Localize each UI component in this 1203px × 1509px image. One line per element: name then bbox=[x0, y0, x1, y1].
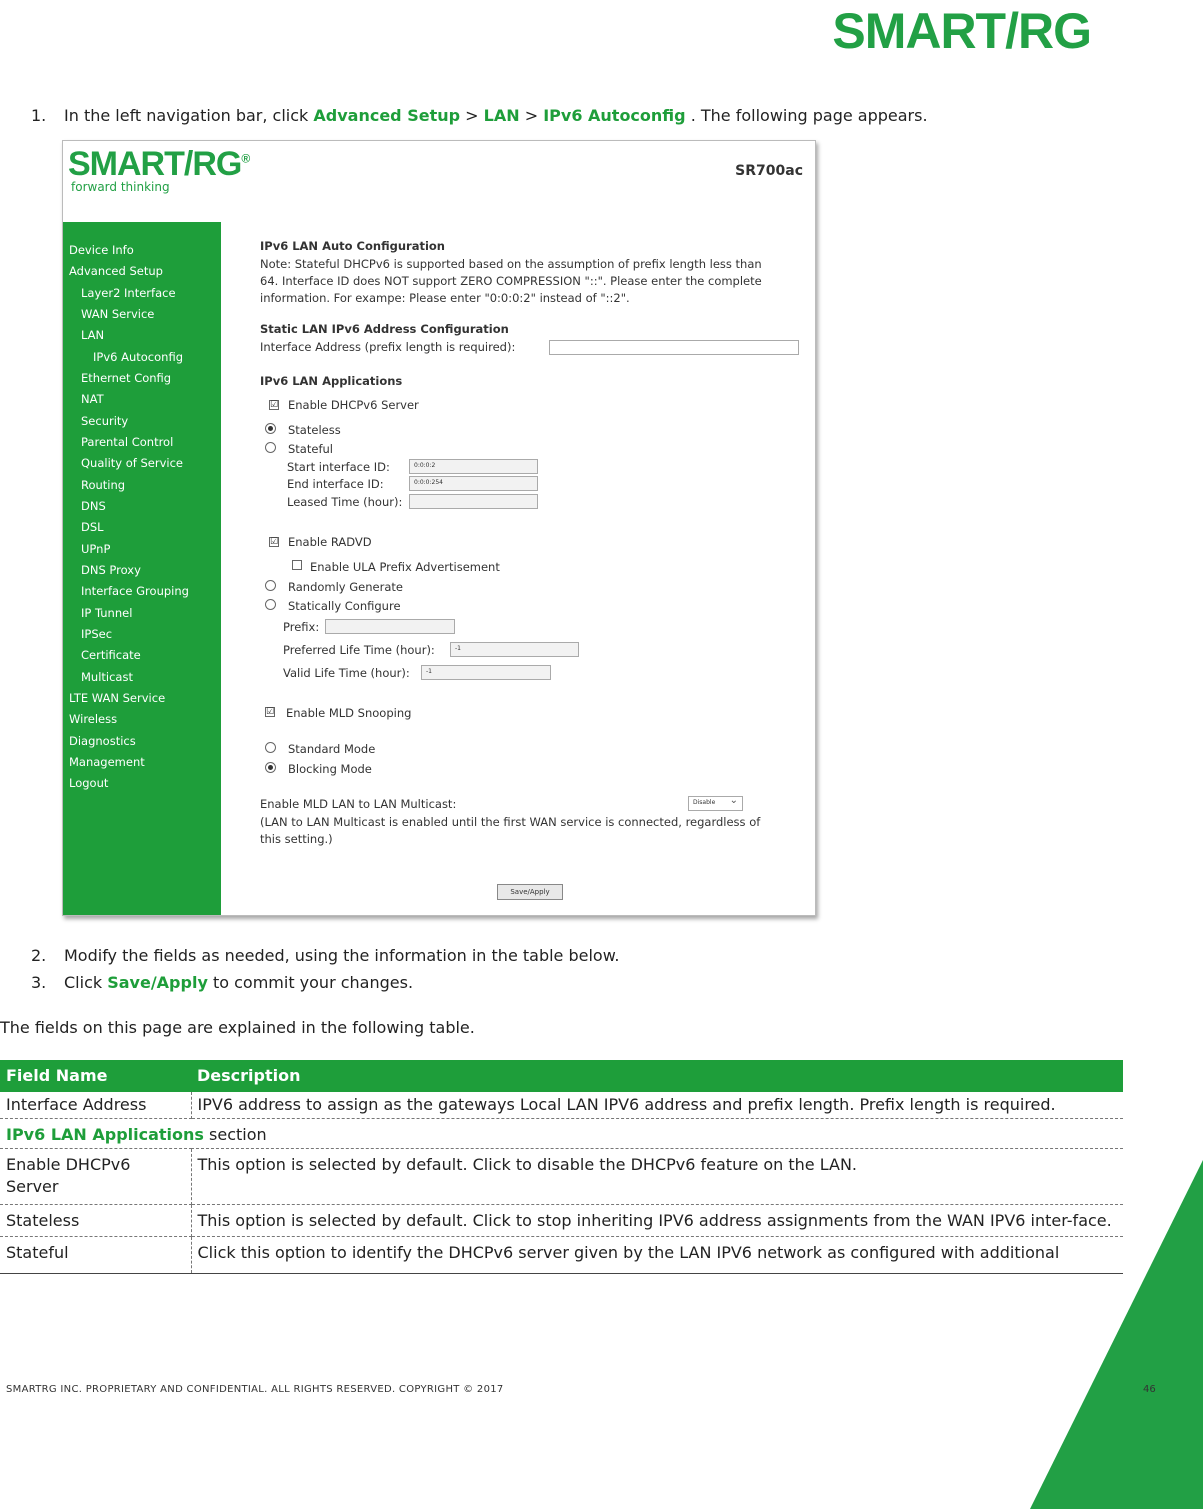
table-row bbox=[0, 1204, 1123, 1236]
start-id-input[interactable]: 0:0:0:2 bbox=[409, 459, 538, 474]
save-apply-button[interactable]: Save/Apply bbox=[497, 884, 563, 900]
table-header-row bbox=[0, 1060, 1123, 1091]
nav-wan-service[interactable]: WAN Service bbox=[81, 307, 155, 321]
nav-device-info[interactable]: Device Info bbox=[69, 243, 134, 257]
enable-ula-checkbox[interactable] bbox=[292, 560, 302, 570]
stateful-radio[interactable] bbox=[265, 442, 276, 453]
field-cell: Stateless bbox=[0, 1204, 191, 1236]
nav-ipv6-autoconfig[interactable]: IPv6 Autoconfig bbox=[93, 350, 183, 364]
enable-radvd-checkbox[interactable]: ☑ bbox=[270, 537, 279, 547]
note-line-2: 64. Interface ID does NOT support ZERO COMPRESSION "::". Please enter the complete bbox=[260, 274, 762, 288]
mld-snooping-label: Enable MLD Snooping bbox=[286, 706, 412, 720]
prefix-input[interactable] bbox=[325, 619, 455, 634]
router-logo: SMART/RG® bbox=[68, 145, 250, 183]
nav-security[interactable]: Security bbox=[81, 414, 129, 428]
blocking-mode-radio[interactable] bbox=[265, 762, 276, 773]
desc-cell: Click this option to identify the DHCPv6 server given by the LAN IPV6 network as configured with additional bbox=[191, 1236, 1123, 1273]
statically-configure-label: Statically Configure bbox=[288, 599, 401, 613]
nav-ip-tunnel[interactable]: IP Tunnel bbox=[81, 606, 133, 620]
nav-layer2-interface[interactable]: Layer2 Interface bbox=[81, 286, 176, 300]
start-id-label: Start interface ID: bbox=[287, 460, 390, 474]
router-screenshot bbox=[62, 140, 816, 916]
prefix-label: Prefix: bbox=[283, 620, 320, 634]
mld-multicast-select[interactable]: Disable ⌄ bbox=[688, 796, 743, 811]
field-cell: Enable DHCPv6 Server bbox=[0, 1148, 191, 1204]
note-line-1: Note: Stateful DHCPv6 is supported based on the assumption of prefix length less than bbox=[260, 257, 762, 271]
end-id-input[interactable]: 0:0:0:254 bbox=[409, 476, 538, 491]
nav-nat[interactable]: NAT bbox=[81, 392, 104, 406]
fields-table bbox=[0, 1060, 1123, 1274]
step-1: 1. In the left navigation bar, click Advanced Setup > LAN > IPv6 Autoconfig . The following page appears. bbox=[31, 106, 928, 125]
router-tagline: forward thinking bbox=[71, 180, 170, 194]
header-description: Description bbox=[191, 1060, 1123, 1091]
standard-mode-label: Standard Mode bbox=[288, 742, 376, 756]
nav-path-ipv6-autoconfig: IPv6 Autoconfig bbox=[543, 106, 686, 125]
field-cell: Stateful bbox=[0, 1236, 191, 1273]
router-sidebar bbox=[63, 222, 221, 916]
randomly-generate-radio[interactable] bbox=[265, 580, 276, 591]
nav-ipsec[interactable]: IPSec bbox=[81, 627, 113, 641]
table-row bbox=[0, 1236, 1123, 1273]
nav-dsl[interactable]: DSL bbox=[81, 520, 104, 534]
page-number: 46 bbox=[1143, 1384, 1156, 1395]
mld-note-line-2: this setting.) bbox=[260, 832, 333, 846]
router-model: SR700ac bbox=[735, 163, 803, 179]
mld-snooping-checkbox[interactable]: ☑ bbox=[266, 707, 275, 717]
stateless-radio[interactable] bbox=[265, 423, 276, 434]
section-title: IPv6 LAN Applications bbox=[6, 1124, 204, 1144]
corner-decoration bbox=[1030, 1160, 1203, 1509]
nav-path-lan: LAN bbox=[483, 106, 520, 125]
nav-interface-grouping[interactable]: Interface Grouping bbox=[81, 584, 189, 598]
footer-copyright: SMARTRG INC. PROPRIETARY AND CONFIDENTIAL. ALL RIGHTS RESERVED. COPYRIGHT © 2017 bbox=[6, 1384, 504, 1395]
nav-ethernet-config[interactable]: Ethernet Config bbox=[81, 371, 172, 385]
standard-mode-radio[interactable] bbox=[265, 742, 276, 753]
nav-dns-proxy[interactable]: DNS Proxy bbox=[81, 563, 141, 577]
desc-cell: This option is selected by default. Click to stop inheriting IPV6 address assignments from the WAN IPV6 inter-face. bbox=[191, 1204, 1123, 1236]
nav-upnp[interactable]: UPnP bbox=[81, 542, 111, 556]
nav-path-advanced-setup: Advanced Setup bbox=[313, 106, 461, 125]
table-intro: The fields on this page are explained in the following table. bbox=[0, 1018, 475, 1037]
nav-quality-of-service[interactable]: Quality of Service bbox=[81, 456, 183, 470]
save-apply-link: Save/Apply bbox=[107, 973, 208, 992]
static-heading: Static LAN IPv6 Address Configuration bbox=[260, 322, 509, 336]
valid-life-input[interactable]: -1 bbox=[421, 665, 551, 680]
chevron-down-icon: ⌄ bbox=[729, 795, 738, 806]
nav-advanced-setup[interactable]: Advanced Setup bbox=[69, 264, 163, 278]
step-2: 2. Modify the fields as needed, using the information in the table below. bbox=[31, 946, 620, 965]
stateful-label: Stateful bbox=[288, 442, 333, 456]
blocking-mode-label: Blocking Mode bbox=[288, 762, 372, 776]
stateless-label: Stateless bbox=[288, 423, 341, 437]
nav-wireless[interactable]: Wireless bbox=[69, 712, 118, 726]
preferred-life-input[interactable]: -1 bbox=[450, 642, 579, 657]
nav-dns[interactable]: DNS bbox=[81, 499, 106, 513]
header-field-name: Field Name bbox=[0, 1060, 191, 1091]
mld-note-line-1: (LAN to LAN Multicast is enabled until the first WAN service is connected, regardless of bbox=[260, 815, 761, 829]
desc-cell: This option is selected by default. Click to disable the DHCPv6 feature on the LAN. bbox=[191, 1148, 1123, 1204]
enable-radvd-label: Enable RADVD bbox=[288, 535, 372, 549]
mld-multicast-label: Enable MLD LAN to LAN Multicast: bbox=[260, 797, 457, 811]
nav-lte-wan-service[interactable]: LTE WAN Service bbox=[69, 691, 166, 705]
nav-parental-control[interactable]: Parental Control bbox=[81, 435, 174, 449]
leased-time-label: Leased Time (hour): bbox=[287, 495, 403, 509]
step-3: 3. Click Save/Apply to commit your changes. bbox=[31, 973, 414, 992]
nav-certificate[interactable]: Certificate bbox=[81, 648, 141, 662]
enable-dhcpv6-label: Enable DHCPv6 Server bbox=[288, 398, 419, 412]
nav-diagnostics[interactable]: Diagnostics bbox=[69, 734, 136, 748]
enable-ula-label: Enable ULA Prefix Advertisement bbox=[310, 560, 500, 574]
end-id-label: End interface ID: bbox=[287, 477, 384, 491]
note-line-3: information. For exampe: Please enter "0:0:0:2" instead of "::2". bbox=[260, 291, 630, 305]
valid-life-label: Valid Life Time (hour): bbox=[283, 666, 410, 680]
leased-time-input[interactable] bbox=[409, 494, 538, 509]
table-row bbox=[0, 1148, 1123, 1204]
statically-configure-radio[interactable] bbox=[265, 599, 276, 610]
desc-cell: IPV6 address to assign as the gateways Local LAN IPV6 address and prefix length. Prefix length is required. bbox=[191, 1091, 1123, 1118]
nav-routing[interactable]: Routing bbox=[81, 478, 126, 492]
randomly-generate-label: Randomly Generate bbox=[288, 580, 403, 594]
interface-address-label: Interface Address (prefix length is required): bbox=[260, 340, 516, 354]
interface-address-input[interactable] bbox=[549, 340, 799, 355]
apps-heading: IPv6 LAN Applications bbox=[260, 374, 403, 388]
enable-dhcpv6-checkbox[interactable]: ☑ bbox=[270, 400, 279, 410]
table-row bbox=[0, 1091, 1123, 1118]
table-section-row: IPv6 LAN Applications section bbox=[0, 1118, 1123, 1148]
field-cell: Interface Address bbox=[0, 1091, 191, 1118]
nav-logout[interactable]: Logout bbox=[69, 776, 109, 790]
nav-lan[interactable]: LAN bbox=[81, 328, 105, 342]
nav-multicast[interactable]: Multicast bbox=[81, 670, 133, 684]
brand-logo: SMART/RG bbox=[832, 3, 1091, 59]
preferred-life-label: Preferred Life Time (hour): bbox=[283, 643, 435, 657]
nav-management[interactable]: Management bbox=[69, 755, 145, 769]
autoconfig-heading: IPv6 LAN Auto Configuration bbox=[260, 239, 445, 253]
